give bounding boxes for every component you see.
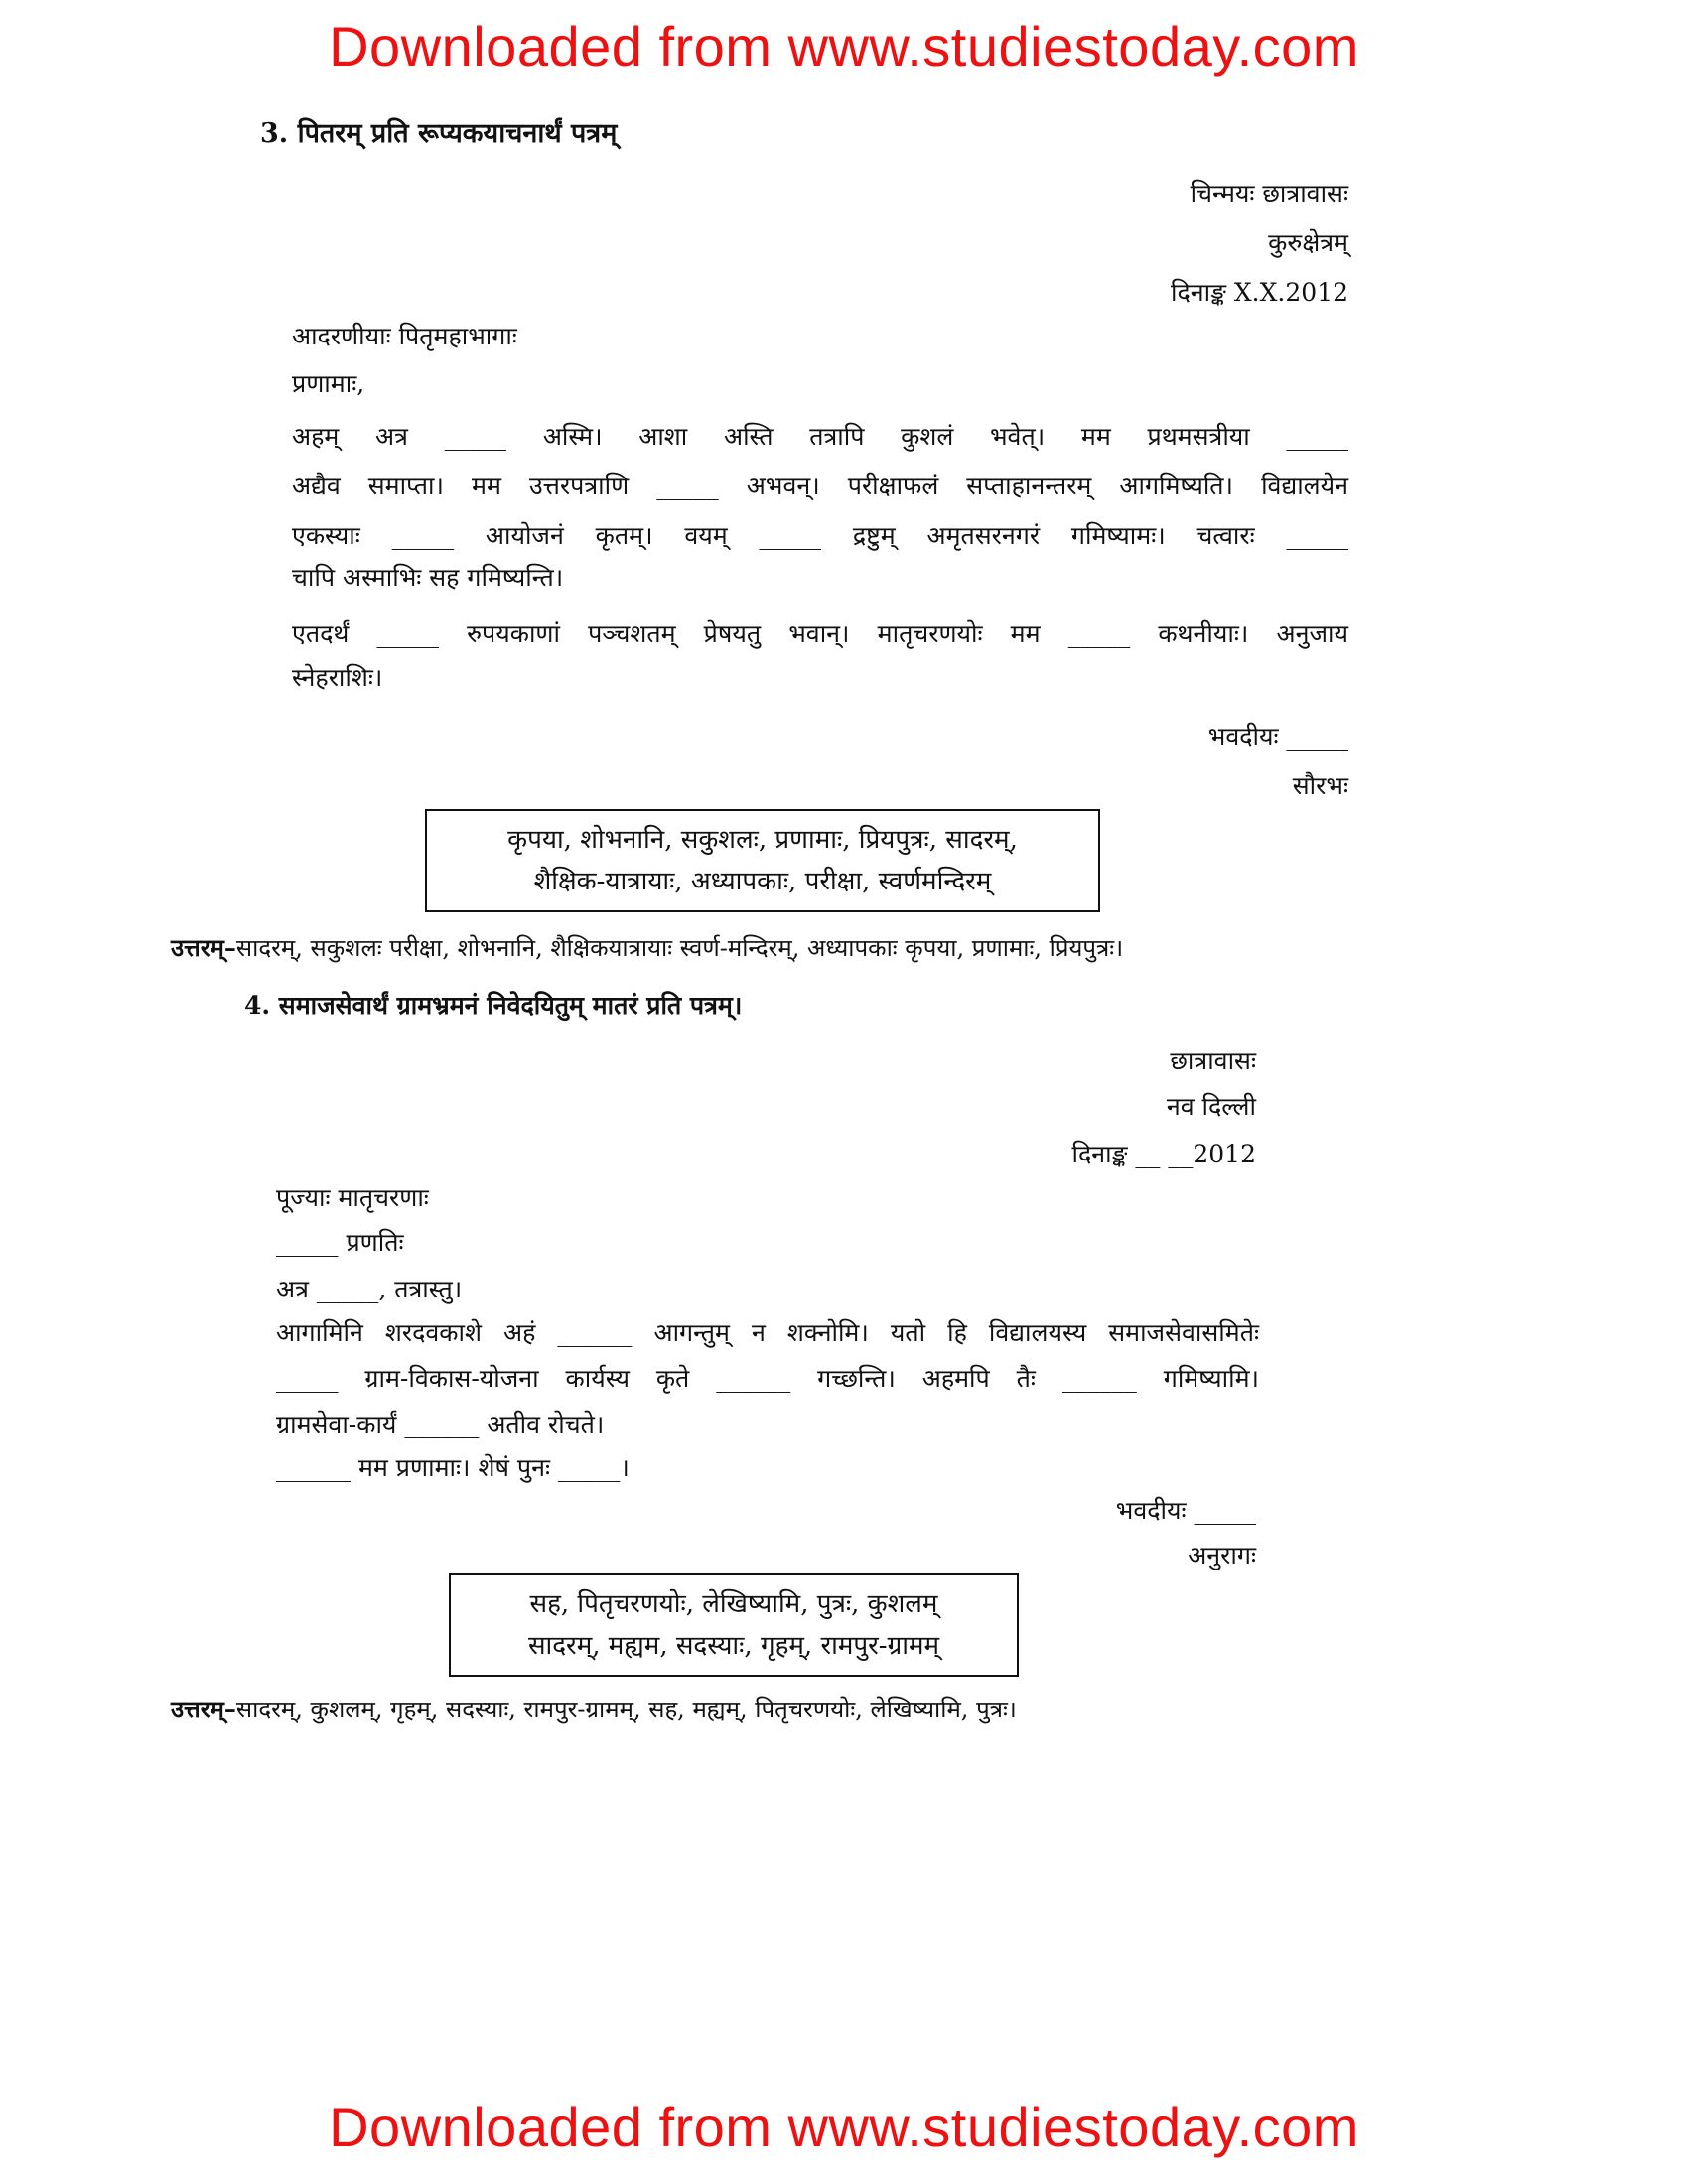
letter3-answer-label: उत्तरम्–	[171, 933, 236, 962]
letter4-signature: अनुरागः	[1188, 1541, 1256, 1570]
letter3-word-box-line2: शैक्षिक-यात्रायाः, अध्यापकाः, परीक्षा, स्वर्णमन्दिरम्	[533, 867, 992, 896]
letter4-greeting: _____ प्रणतिः	[276, 1228, 404, 1257]
letter3-date: दिनाङ्क X.X.2012	[1171, 278, 1348, 307]
letter4-body-line1: अत्र _____, तत्रास्तु।	[276, 1275, 463, 1303]
letter4-address-line2: नव दिल्ली	[1166, 1092, 1256, 1121]
letter3-body-line2: अद्यैव समाप्ता। मम उत्तरपत्राणि _____ अभवन्। परीक्षाफलं सप्ताहानन्तरम् आगमिष्यति। विद्यालयेन	[292, 472, 1348, 500]
letter4-date: दिनाङ्क __ __2012	[1071, 1140, 1256, 1168]
letter3-heading: 3. पितरम् प्रति रूप्यकयाचनार्थं पत्रम्	[260, 118, 618, 149]
letter3-body-line5: एतदर्थं _____ रुपयकाणां पञ्चशतम् प्रेषयतु भवान्। मातृचरणयोः मम _____ कथनीयाः। अनुजाय	[292, 619, 1348, 648]
letter4-answer-label: उत्तरम्–	[171, 1695, 236, 1723]
letter4-body-line2: आगामिनि शरदवकाशे अहं ______ आगन्तुम् न शक्नोमि। यतो हि विद्यालयस्य समाजसेवासमितेः	[276, 1318, 1259, 1347]
letter4-answer	[171, 1693, 1017, 1726]
letter4-word-box-line1: सह, पितृचरणयोः, लेखिष्यामि, पुत्रः, कुशलम्	[529, 1589, 938, 1619]
letter4-answer-text: सादरम्, कुशलम्, गृहम्, सदस्याः, रामपुर-ग्रामम्, सह, मह्यम्, पितृचरणयोः, लेखिष्यामि, पुत्रः।	[235, 1696, 1017, 1723]
letter4-closing: भवदीयः _____	[1115, 1496, 1256, 1525]
letter3-body-line6: स्नेहराशिः।	[292, 663, 383, 692]
letter3-address-line2: कुरुक्षेत्रम्	[1268, 228, 1348, 257]
letter4-salutation: पूज्याः मातृचरणाः	[276, 1183, 429, 1212]
letter4-word-box	[449, 1573, 1019, 1677]
letter3-closing: भवदीयः _____	[1207, 722, 1348, 751]
letter4-body-line5: ______ मम प्रणामाः। शेषं पुनः _____।	[276, 1453, 630, 1482]
letter4-heading: 4. समाजसेवार्थं ग्रामभ्रमनं निवेदयितुम् मातरं प्रति पत्रम्।	[244, 991, 743, 1020]
letter4-body-line3: _____ ग्राम-विकास-योजना कार्यस्य कृते ______ गच्छन्ति। अहमपि तैः ______ गमिष्यामि।	[276, 1364, 1259, 1393]
letter3-body-line3: एकस्याः _____ आयोजनं कृतम्। वयम् _____ द्रष्टुम् अमृतसरनगरं गमिष्यामः। चत्वारः _____	[292, 521, 1348, 550]
letter4-body-line4: ग्रामसेवा-कार्यं ______ अतीव रोचते।	[276, 1410, 605, 1438]
letter3-body-line4: चापि अस्माभिः सह गमिष्यन्ति।	[292, 563, 564, 592]
watermark-bottom: Downloaded from www.studiestoday.com	[329, 2096, 1359, 2158]
letter3-answer	[171, 931, 1123, 965]
letter3-greeting: प्रणामाः,	[292, 369, 365, 398]
watermark-top: Downloaded from www.studiestoday.com	[329, 15, 1359, 77]
letter3-salutation: आदरणीयाः पितृमहाभागाः	[292, 322, 517, 350]
letter3-answer-text: सादरम्, सकुशलः परीक्षा, शोभनानि, शैक्षिकयात्रायाः स्वर्ण-मन्दिरम्, अध्यापकाः कृपया, प्रणामाः, प्रियपुत्रः।	[235, 934, 1124, 962]
letter3-signature: सौरभः	[1292, 771, 1348, 800]
letter3-word-box-line1: कृपया, शोभनानि, सकुशलः, प्रणामाः, प्रियपुत्रः, सादरम्,	[507, 825, 1018, 855]
letter3-address-line1: चिन्मयः छात्रावासः	[1190, 179, 1348, 207]
letter3-body-line1: अहम् अत्र _____ अस्मि। आशा अस्ति तत्रापि कुशलं भवेत्। मम प्रथमसत्रीया _____	[292, 422, 1348, 451]
letter3-word-box	[425, 809, 1100, 912]
letter4-word-box-line2: सादरम्, मह्यम, सदस्याः, गृहम्, रामपुर-ग्रामम्	[527, 1631, 940, 1661]
letter4-address-line1: छात्रावासः	[1170, 1046, 1256, 1075]
